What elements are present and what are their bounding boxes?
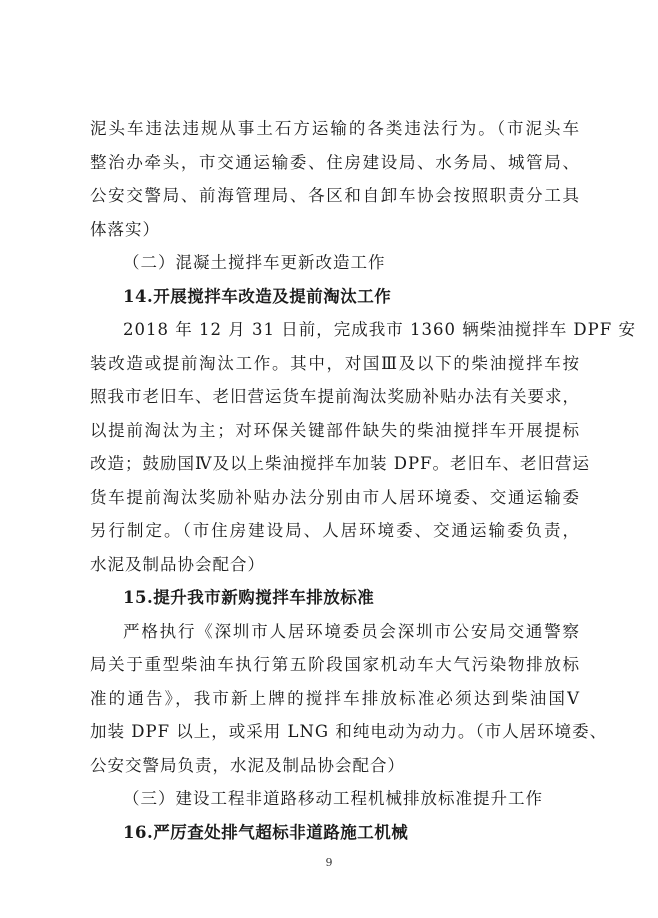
paragraph-line: 体落实） — [90, 220, 160, 239]
paragraph-line: 局关于重型柴油车执行第五阶段国家机动车大气污染物排放标 — [90, 655, 580, 674]
page-number: 9 — [325, 856, 333, 869]
item-heading: 16.严厉查处排气超标非道路施工机械 — [123, 823, 409, 842]
paragraph-line: 加装 DPF 以上，或采用 LNG 和纯电动为动力。（市人居环境委、 — [90, 722, 608, 741]
paragraph-line: 整治办牵头，市交通运输委、住房建设局、水务局、城管局、 — [90, 153, 580, 172]
paragraph-line: 货车提前淘汰奖励补贴办法分别由市人居环境委、交通运输委 — [90, 488, 580, 507]
item-heading: 15.提升我市新购搅拌车排放标准 — [123, 588, 375, 607]
paragraph-line: 准的通告》，我市新上牌的搅拌车排放标准必须达到柴油国Ⅴ — [90, 689, 580, 708]
paragraph-line: 严格执行《深圳市人居环境委员会深圳市公安局交通警察 — [123, 622, 580, 641]
paragraph-line: 泥头车违法违规从事土石方运输的各类违法行为。（市泥头车 — [90, 119, 580, 138]
paragraph-line: 水泥及制品协会配合） — [90, 555, 265, 574]
paragraph-line: 装改造或提前淘汰工作。其中，对国Ⅲ及以下的柴油搅拌车按 — [90, 354, 580, 373]
paragraph-line: 2018 年 12 月 31 日前，完成我市 1360 辆柴油搅拌车 DPF 安 — [123, 320, 636, 339]
paragraph-line: 改造；鼓励国Ⅳ及以上柴油搅拌车加装 DPF。老旧车、老旧营运 — [90, 454, 591, 473]
item-heading: 14.开展搅拌车改造及提前淘汰工作 — [123, 287, 392, 306]
section-subtitle: （三）建设工程非道路移动工程机械排放标准提升工作 — [123, 789, 543, 808]
paragraph-line: 另行制定。（市住房建设局、人居环境委、交通运输委负责， — [90, 521, 580, 540]
paragraph-line: 照我市老旧车、老旧营运货车提前淘汰奖励补贴办法有关要求， — [90, 387, 580, 406]
paragraph-line: 公安交警局负责，水泥及制品协会配合） — [90, 756, 405, 775]
paragraph-line: 以提前淘汰为主；对环保关键部件缺失的柴油搅拌车开展提标 — [90, 421, 580, 440]
section-subtitle: （二）混凝土搅拌车更新改造工作 — [123, 253, 386, 272]
paragraph-line: 公安交警局、前海管理局、各区和自卸车协会按照职责分工具 — [90, 186, 580, 205]
